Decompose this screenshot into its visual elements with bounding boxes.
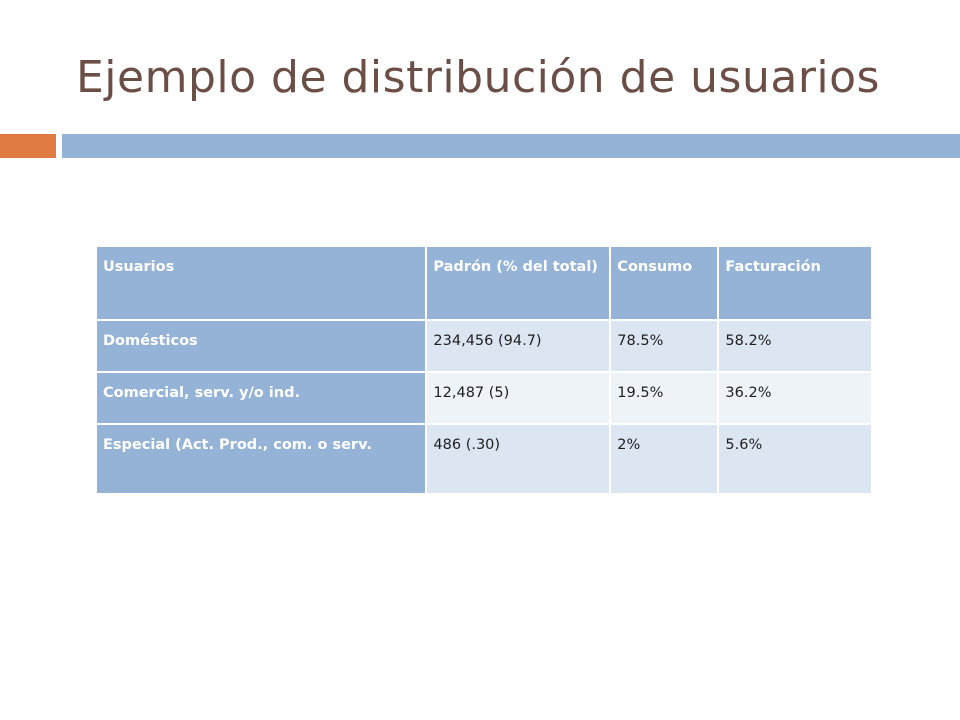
table-row bbox=[96, 424, 872, 494]
table-row bbox=[96, 320, 872, 372]
row-label-domesticos: Domésticos bbox=[96, 320, 426, 372]
cell-padron: 12,487 (5) bbox=[426, 372, 610, 424]
table-row bbox=[96, 372, 872, 424]
cell-consumo: 78.5% bbox=[610, 320, 718, 372]
cell-facturacion: 58.2% bbox=[718, 320, 872, 372]
header-consumo: Consumo bbox=[610, 246, 718, 320]
cell-facturacion: 5.6% bbox=[718, 424, 872, 494]
users-distribution-table bbox=[95, 245, 873, 495]
table-header-row bbox=[96, 246, 872, 320]
row-label-comercial: Comercial, serv. y/o ind. bbox=[96, 372, 426, 424]
title-divider-bar bbox=[62, 134, 960, 158]
cell-consumo: 19.5% bbox=[610, 372, 718, 424]
header-facturacion: Facturación bbox=[718, 246, 872, 320]
cell-padron: 486 (.30) bbox=[426, 424, 610, 494]
cell-facturacion: 36.2% bbox=[718, 372, 872, 424]
header-padron: Padrón (% del total) bbox=[426, 246, 610, 320]
slide-title: Ejemplo de distribución de usuarios bbox=[76, 52, 880, 103]
title-accent-bar bbox=[0, 134, 56, 158]
header-usuarios: Usuarios bbox=[96, 246, 426, 320]
row-label-especial: Especial (Act. Prod., com. o serv. bbox=[96, 424, 426, 494]
cell-padron: 234,456 (94.7) bbox=[426, 320, 610, 372]
cell-consumo: 2% bbox=[610, 424, 718, 494]
